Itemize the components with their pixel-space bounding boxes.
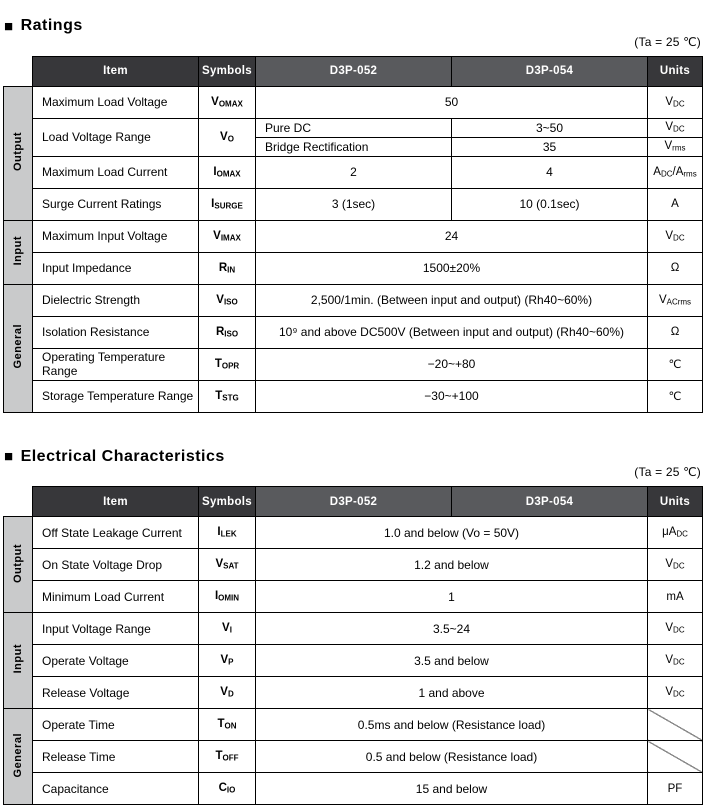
value-cell: 3.5~24 [256,613,648,645]
value-cell: −20~+80 [256,348,648,380]
units-cell [648,380,703,412]
symbol-main: V [211,95,219,108]
symbol-main: T [215,389,223,402]
item-cell: Capacitance [33,773,199,805]
value-cell: −30~+100 [256,380,648,412]
table-row [4,156,703,188]
table-row [4,380,703,412]
units-cell [648,348,703,380]
symbol-cell [199,380,256,412]
value-cell: 2,500/1min. (Between input and output) (Rh40~60%) [256,284,648,316]
table-row [4,581,703,613]
units-cell [648,252,703,284]
symbol-cell [199,86,256,118]
symbol-subscript: OFF [222,753,239,763]
value-cell-model2: 4 [452,156,648,188]
units-cell-diagonal [648,709,703,741]
item-cell: Input Voltage Range [33,613,199,645]
section-title-text: Electrical Characteristics [20,447,225,465]
units-cell [648,220,703,252]
symbol-cell [199,741,256,773]
unit-text: μA [662,526,677,539]
ratings-table [3,56,703,413]
group-label-output [4,517,33,613]
unit-text: V [664,140,673,153]
units-cell [648,284,703,316]
symbol-cell [199,517,256,549]
unit-text: A [653,165,661,178]
value-cell: 24 [256,220,648,252]
symbol-cell [199,773,256,805]
symbol-subscript: ISO [224,329,239,339]
table-row [4,316,703,348]
unit-text: /A [672,165,684,178]
item-cell: Operate Time [33,709,199,741]
electrical-body [4,517,703,805]
symbol-cell [199,677,256,709]
column-header-item: Item [33,487,199,517]
item-cell: Isolation Resistance [33,316,199,348]
symbol-cell [199,348,256,380]
units-cell [648,316,703,348]
value-cell-model1: 3 (1sec) [256,188,452,220]
value-cell-model1: 2 [256,156,452,188]
symbol-subscript: IO [226,785,236,795]
symbol-cell [199,549,256,581]
symbol-subscript: IN [227,265,236,275]
symbol-subscript: OPR [221,361,240,371]
table-row [4,252,703,284]
symbol-subscript: O [227,134,234,144]
unit-text: ℃ [668,391,682,404]
unit-text: PF [667,782,683,795]
symbol-subscript: IMAX [220,233,241,243]
electrical-table [3,486,703,805]
units-cell [648,86,703,118]
units-cell [648,156,703,188]
table-row [4,86,703,118]
group-label-text: Input [12,644,24,674]
item-cell: Dielectric Strength [33,284,199,316]
unit-subscript: DC [673,561,685,571]
column-header-model-1: D3P-052 [256,487,452,517]
group-label-text: General [12,324,24,369]
table-row [4,220,703,252]
condition-cell: Bridge Rectification [256,137,452,156]
units-cell [648,118,703,137]
item-cell: Load Voltage Range [33,118,199,156]
table-row [4,284,703,316]
units-cell [648,645,703,677]
symbol-main: T [217,718,225,731]
units-cell [648,188,703,220]
unit-subscript: DC [673,99,685,109]
electrical-section-header [3,435,702,480]
table-row [4,517,703,549]
unit-text: V [665,558,674,571]
symbol-main: V [220,130,228,143]
unit-subscript: DC [673,233,685,243]
group-label-general [4,284,33,412]
column-header-symbols: Symbols [199,487,256,517]
value-cell: 1 [256,581,648,613]
unit-text: Ω [670,326,680,339]
value-cell: 35 [452,137,648,156]
column-header-symbols: Symbols [199,56,256,86]
ratings-section-header [3,4,702,49]
unit-subscript: DC [673,625,685,635]
unit-subscript: DC [673,689,685,699]
temperature-note: (Ta = 25 ℃) [634,34,701,49]
item-cell: On State Voltage Drop [33,549,199,581]
symbol-main: V [215,558,224,571]
symbol-main: C [218,782,227,795]
symbol-subscript: I [229,625,232,635]
unit-text: V [665,654,674,667]
item-cell: Maximum Input Voltage [33,220,199,252]
item-cell: Surge Current Ratings [33,188,199,220]
unit-text: V [665,622,674,635]
column-header-item: Item [33,56,199,86]
unit-subscript: DC [676,529,688,539]
section-ratings [3,4,702,413]
electrical-section-title [4,448,225,466]
symbol-main: V [220,654,229,667]
section-bullet-icon: ■ [4,448,14,466]
value-cell: 50 [256,86,648,118]
item-cell: Maximum Load Current [33,156,199,188]
column-header-units: Units [648,56,703,86]
section-title-text: Ratings [20,17,83,35]
symbol-cell [199,709,256,741]
value-cell: 1500±20% [256,252,648,284]
header-row [4,487,703,517]
symbol-main: I [213,165,217,178]
value-cell: 1.0 and below (Vo = 50V) [256,517,648,549]
table-row [4,645,703,677]
unit-text: ℃ [668,359,682,372]
unit-subscript: DC [660,169,673,179]
table-row [4,677,703,709]
item-cell: Operating Temperature Range [33,348,199,380]
table-row [4,773,703,805]
item-cell: Maximum Load Voltage [33,86,199,118]
symbol-main: I [211,197,215,210]
ratings-table-container [3,56,702,413]
symbol-main: R [215,325,225,338]
electrical-table-container [3,486,702,805]
item-cell: Input Impedance [33,252,199,284]
table-row [4,709,703,741]
symbol-cell [199,156,256,188]
symbol-cell [199,581,256,613]
unit-subscript: rms [683,169,697,179]
value-cell: 3.5 and below [256,645,648,677]
symbol-subscript: OMAX [216,169,241,179]
symbol-subscript: P [228,657,234,667]
unit-text: V [658,293,667,306]
header-row [4,56,703,86]
unit-text: A [671,198,679,211]
table-row [4,613,703,645]
value-cell: 0.5ms and below (Resistance load) [256,709,648,741]
value-cell: 0.5 and below (Resistance load) [256,741,648,773]
symbol-main: I [214,590,219,603]
group-label-general [4,709,33,805]
symbol-subscript: ISO [223,297,238,307]
units-cell [648,773,703,805]
temperature-note: (Ta = 25 ℃) [634,465,701,480]
group-label-text: Output [12,543,24,583]
table-row [4,549,703,581]
unit-text: Ω [670,262,680,275]
symbol-main: V [213,229,221,242]
ratings-head [4,56,703,86]
section-electrical-characteristics [3,435,702,805]
symbol-main: T [215,750,223,763]
group-label-text: General [12,732,24,778]
column-header-model-1: D3P-052 [256,56,452,86]
value-cell: 1.2 and below [256,549,648,581]
symbol-cell [199,316,256,348]
ratings-body [4,86,703,412]
unit-text: V [665,95,674,108]
symbol-subscript: D [227,689,234,699]
unit-text: V [665,121,674,134]
column-header-units: Units [648,487,703,517]
group-label-text: Output [12,132,24,172]
group-label-text: Input [12,235,24,266]
electrical-head [4,487,703,517]
symbol-subscript: OMAX [218,99,243,109]
symbol-subscript: STG [222,393,239,403]
unit-text: V [665,686,674,699]
symbol-cell [199,284,256,316]
item-cell: Release Time [33,741,199,773]
symbol-subscript: SAT [223,561,239,571]
units-cell [648,581,703,613]
units-cell-diagonal [648,741,703,773]
value-cell: 15 and below [256,773,648,805]
item-cell: Release Voltage [33,677,199,709]
unit-subscript: ACrms [666,297,692,307]
symbol-main: R [218,261,228,274]
group-label-output [4,86,33,220]
value-cell: 3~50 [452,118,648,137]
value-cell-model2: 10 (0.1sec) [452,188,648,220]
column-header-model-2: D3P-054 [452,487,648,517]
symbol-subscript: SURGE [214,201,243,211]
unit-text: mA [666,590,684,603]
symbol-subscript: ON [224,721,237,731]
table-row [4,118,703,137]
symbol-main: V [222,622,230,635]
ratings-section-title [4,17,83,35]
unit-subscript: DC [673,657,685,667]
symbol-subscript: OMIN [218,593,240,603]
value-cell: 1 and above [256,677,648,709]
item-cell: Operate Voltage [33,645,199,677]
symbol-main: T [214,357,222,370]
item-cell: Off State Leakage Current [33,517,199,549]
units-cell [648,517,703,549]
corner-cell [4,487,33,517]
symbol-cell [199,118,256,156]
symbol-main: V [216,293,224,306]
symbol-cell [199,188,256,220]
symbol-cell [199,645,256,677]
condition-cell: Pure DC [256,118,452,137]
symbol-cell [199,252,256,284]
units-cell [648,549,703,581]
unit-subscript: rms [672,143,686,153]
units-cell [648,137,703,156]
column-header-model-2: D3P-054 [452,56,648,86]
section-bullet-icon: ■ [4,17,14,35]
units-cell [648,613,703,645]
table-row [4,188,703,220]
corner-cell [4,56,33,86]
table-row [4,741,703,773]
group-label-input [4,220,33,284]
group-label-input [4,613,33,709]
symbol-main: I [217,526,221,539]
unit-subscript: DC [673,124,685,134]
symbol-subscript: LEK [220,529,237,539]
symbol-main: V [220,686,228,699]
item-cell: Storage Temperature Range [33,380,199,412]
table-row [4,348,703,380]
units-cell [648,677,703,709]
item-cell: Minimum Load Current [33,581,199,613]
symbol-cell [199,613,256,645]
symbol-cell [199,220,256,252]
value-cell: 10⁹ and above DC500V (Between input and output) (Rh40~60%) [256,316,648,348]
unit-text: V [665,229,674,242]
